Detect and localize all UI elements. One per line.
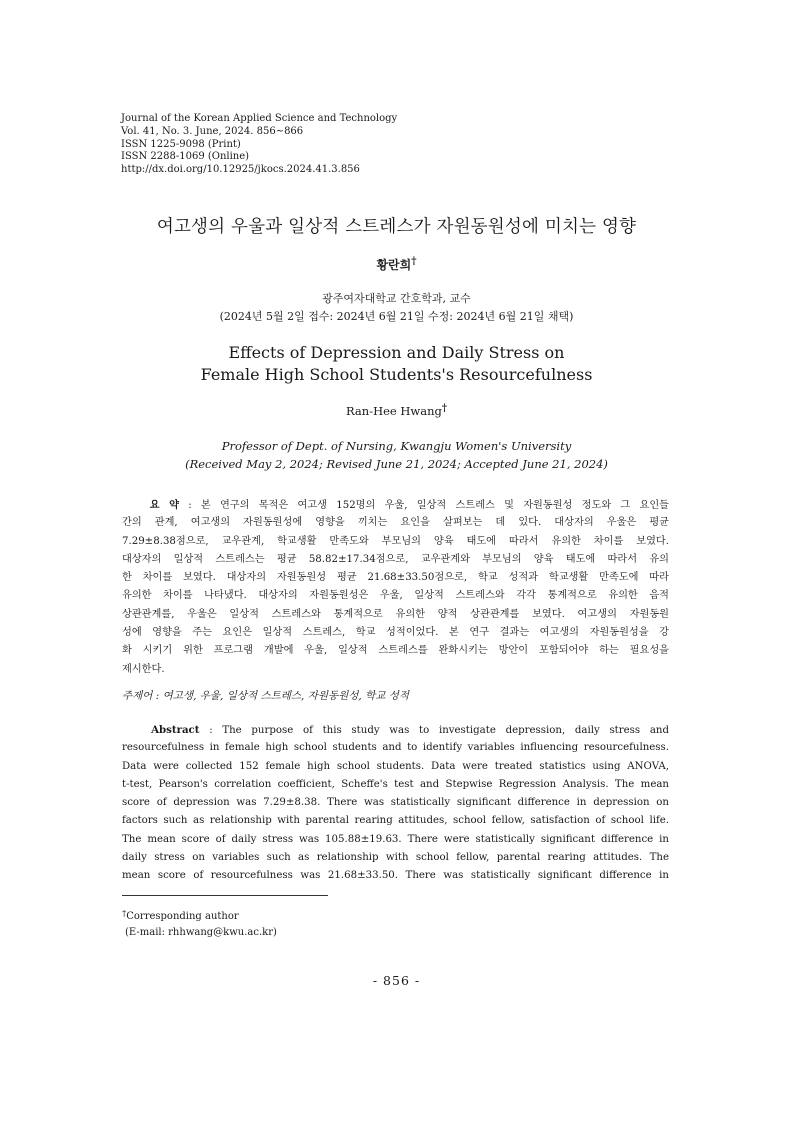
footnote-email: (E-mail: rhhwang@kwu.ac.kr) bbox=[125, 927, 277, 938]
journal-doi: http://dx.doi.org/10.12925/jkocs.2024.41.3.856 bbox=[121, 164, 360, 176]
abstract-korean-line: 한 차이를 보였다. 대상자의 자원동원성 평균 21.68±33.50점으로, 학교 성적과 학교생활 만족도에 따라 bbox=[122, 572, 669, 584]
abstract-korean-line: 화 시키기 위한 프로그램 개발에 우울, 일상적 스트레스를 완화시키는 방안이 포함되어야 하는 필요성을 bbox=[122, 645, 669, 657]
abstract-korean-line: 제시한다. bbox=[122, 663, 165, 675]
abstract-english-line: t-test, Pearson's correlation coefficient, Scheffe's test and Stepwise Regression Analysis. The mean bbox=[122, 778, 669, 790]
paper-title-english bbox=[0, 342, 793, 386]
dagger-mark: † bbox=[441, 402, 447, 414]
journal-issn-online: ISSN 2288-1069 (Online) bbox=[121, 151, 250, 163]
footnote-corresponding: †Corresponding author bbox=[122, 909, 239, 922]
journal-name: Journal of the Korean Applied Science and Technology bbox=[121, 113, 398, 124]
affiliation-english-text: Professor of Dept. of Nursing, Kwangju Women's University bbox=[221, 439, 572, 453]
abstract-korean-label: 요 약 bbox=[149, 499, 179, 511]
abstract-korean bbox=[122, 496, 669, 679]
abstract-english bbox=[122, 721, 669, 886]
author-english bbox=[0, 404, 793, 418]
abstract-english-line: Data were collected 152 female high school students. Data were treated statistics using ANOVA, bbox=[122, 760, 669, 772]
journal-volume: Vol. 41, No. 3. June, 2024. 856~866 bbox=[121, 125, 304, 137]
footnote-divider bbox=[122, 895, 328, 896]
abstract-english-label: Abstract bbox=[151, 724, 200, 736]
abstract-english-line: Abstract : The purpose of this study was to investigate depression, daily stress and bbox=[151, 724, 669, 736]
abstract-english-line: resourcefulness in female high school students and to identify variables influencing resourcefulness. bbox=[122, 742, 669, 754]
author-name-korean: 황란희 bbox=[376, 258, 412, 272]
abstract-korean-line: 성에 영향을 주는 요인은 일상적 스트레스, 학교 성적이었다. 본 연구 결과는 여고생의 자원동원성을 강 bbox=[122, 627, 669, 639]
abstract-english-line: mean score of resourcefulness was 21.68±33.50. There was statistically significant difference in bbox=[122, 870, 669, 882]
author-korean bbox=[0, 256, 793, 273]
abstract-korean-line: 상관관계를, 우울은 일상적 스트레스와 통계적으로 유의한 양적 상관관계를 보였다. 여고생의 자원동원 bbox=[122, 608, 669, 620]
affiliation-english bbox=[0, 437, 793, 473]
abstract-korean-line: 대상자의 일상적 스트레스는 평균 58.82±17.34점으로, 교우관계와 부모님의 양육 태도에 따라서 유의 bbox=[122, 553, 669, 565]
title-english-line1: Effects of Depression and Daily Stress on bbox=[228, 343, 565, 362]
abstract-korean-line: 7.29±8.38점으로, 교우관계, 학교생활 만족도와 부모님의 양육 태도에 따라서 유의한 차이를 보였다. bbox=[122, 535, 669, 547]
abstract-english-line: score of depression was 7.29±8.38. There was statistically significant difference in depression on bbox=[122, 797, 669, 809]
footnote bbox=[122, 909, 277, 941]
abstract-english-line: daily stress on variables such as relationship with school fellow, parental rearing attitudes. The bbox=[122, 852, 669, 864]
abstract-english-line: factors such as relationship with parental rearing attitudes, school fellow, satisfaction of school life. bbox=[122, 815, 669, 827]
abstract-korean-line: 간의 관계, 여고생의 자원동원성에 영향을 끼치는 요인을 살펴보는 데 있다. 대상자의 우울은 평균 bbox=[122, 517, 669, 529]
author-name-english: Ran-Hee Hwang bbox=[346, 404, 442, 418]
paper-title-korean: 여고생의 우울과 일상적 스트레스가 자원동원성에 미치는 영향 bbox=[156, 217, 637, 237]
dagger-mark: † bbox=[411, 255, 417, 268]
abstract-korean-line: 요 약 : 본 연구의 목적은 여고생 152명의 우울, 일상적 스트레스 및 자원동원성 정도와 그 요인들 bbox=[149, 499, 669, 511]
affiliation-korean: 광주여자대학교 간호학과, 교수 bbox=[322, 292, 471, 305]
dates-korean: (2024년 5월 2일 접수: 2024년 6월 21일 수정: 2024년 6월 21일 채택) bbox=[219, 310, 574, 323]
dates-english: (Received May 2, 2024; Revised June 21, 2024; Accepted June 21, 2024) bbox=[185, 457, 608, 471]
title-english-line2: Female High School Students's Resourcefulness bbox=[200, 365, 593, 384]
journal-header bbox=[121, 113, 397, 177]
page-number: - 856 - bbox=[372, 973, 421, 988]
abstract-korean-line: 유의한 차이를 나타냈다. 대상자의 자원동원성은 우울, 일상적 스트레스와 각각 통계적으로 유의한 음적 bbox=[122, 590, 669, 602]
abstract-english-line: The mean score of daily stress was 105.88±19.63. There were statistically significant difference in bbox=[122, 833, 669, 845]
footnote-dagger: † bbox=[122, 909, 127, 920]
journal-issn-print: ISSN 1225-9098 (Print) bbox=[121, 138, 241, 150]
keywords-korean: 주제어 : 여고생, 우울, 일상적 스트레스, 자원동원성, 학교 성적 bbox=[122, 690, 410, 702]
